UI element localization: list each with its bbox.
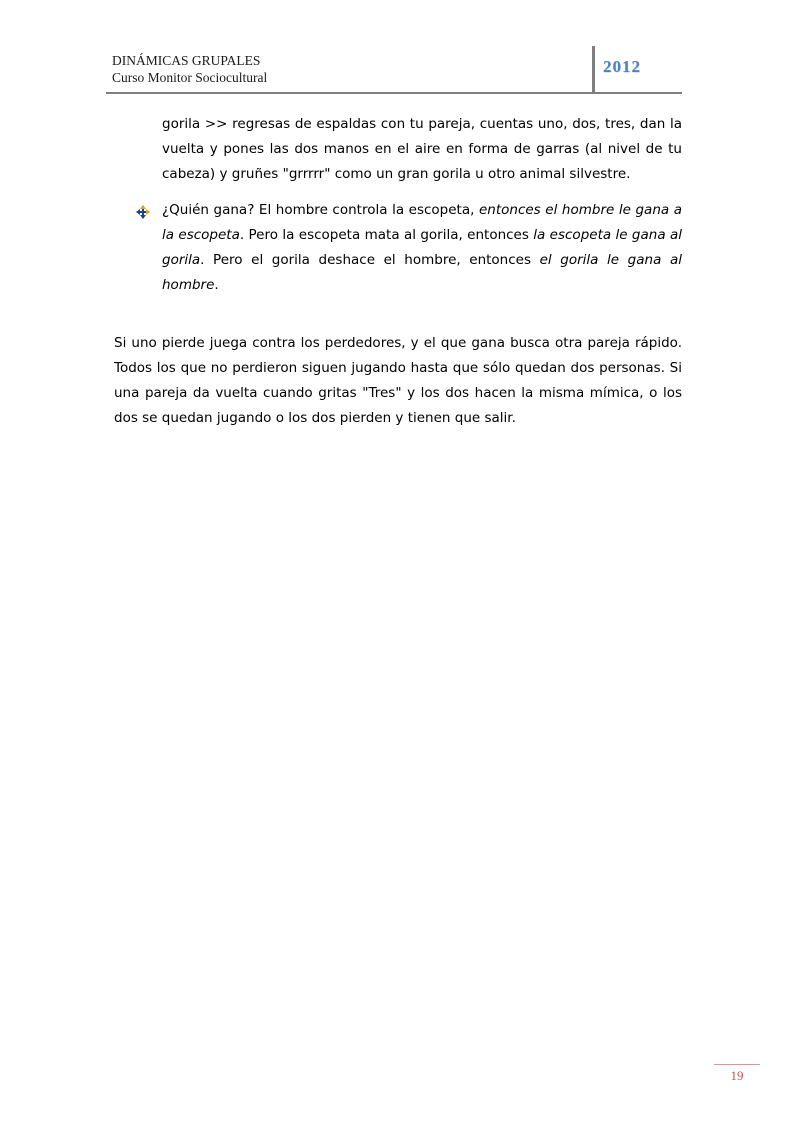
- header-year: 2012: [603, 57, 641, 76]
- header-title: DINÁMICAS GRUPALES: [112, 53, 261, 68]
- arrow-bullet-icon: [136, 203, 150, 217]
- bullet-text-2-em: la escopeta le gana al gorila: [162, 227, 682, 268]
- bullet-text-1-em: entonces el hombre le gana a la escopeta: [162, 202, 682, 243]
- page-content: [114, 112, 682, 431]
- bullet-text-4: .: [214, 277, 219, 293]
- page-number: 19: [730, 1068, 744, 1083]
- bullet-text-1: ¿Quién gana? El hombre controla la escopeta,: [162, 202, 479, 218]
- bullet-item: [162, 198, 682, 298]
- bullet-text-2: . Pero la escopeta mata al gorila, entonces: [239, 227, 534, 243]
- header-divider: [592, 46, 595, 92]
- bullet-text-3-em: el gorila le gana al hombre: [162, 252, 682, 293]
- header-subtitle: Curso Monitor Sociocultural: [112, 70, 268, 85]
- continuation-text: gorila >> regresas de espaldas con tu pareja, cuentas uno, dos, tres, dan la vuelta y pones las dos manos en el aire en forma de garras (al nivel de tu cabeza) y gruñes "grrrrr" como un gran gorila u otro animal silvestre.: [162, 116, 682, 182]
- body-paragraph: Si uno pierde juega contra los perdedores, y el que gana busca otra pareja rápido. Todos los que no perdieron siguen jugando hasta que sólo quedan dos personas. Si una pareja da vuelta cuando gritas "Tres" y los dos hacen la misma mímica, o los dos se quedan jugando o los dos pierden y tienen que salir.: [114, 335, 682, 426]
- footer-rule: [714, 1064, 760, 1065]
- header-rule: [106, 92, 682, 94]
- bullet-text-3: . Pero el gorila deshace el hombre, entonces: [200, 252, 540, 268]
- header-titles: [112, 52, 267, 86]
- page-header: [106, 50, 682, 94]
